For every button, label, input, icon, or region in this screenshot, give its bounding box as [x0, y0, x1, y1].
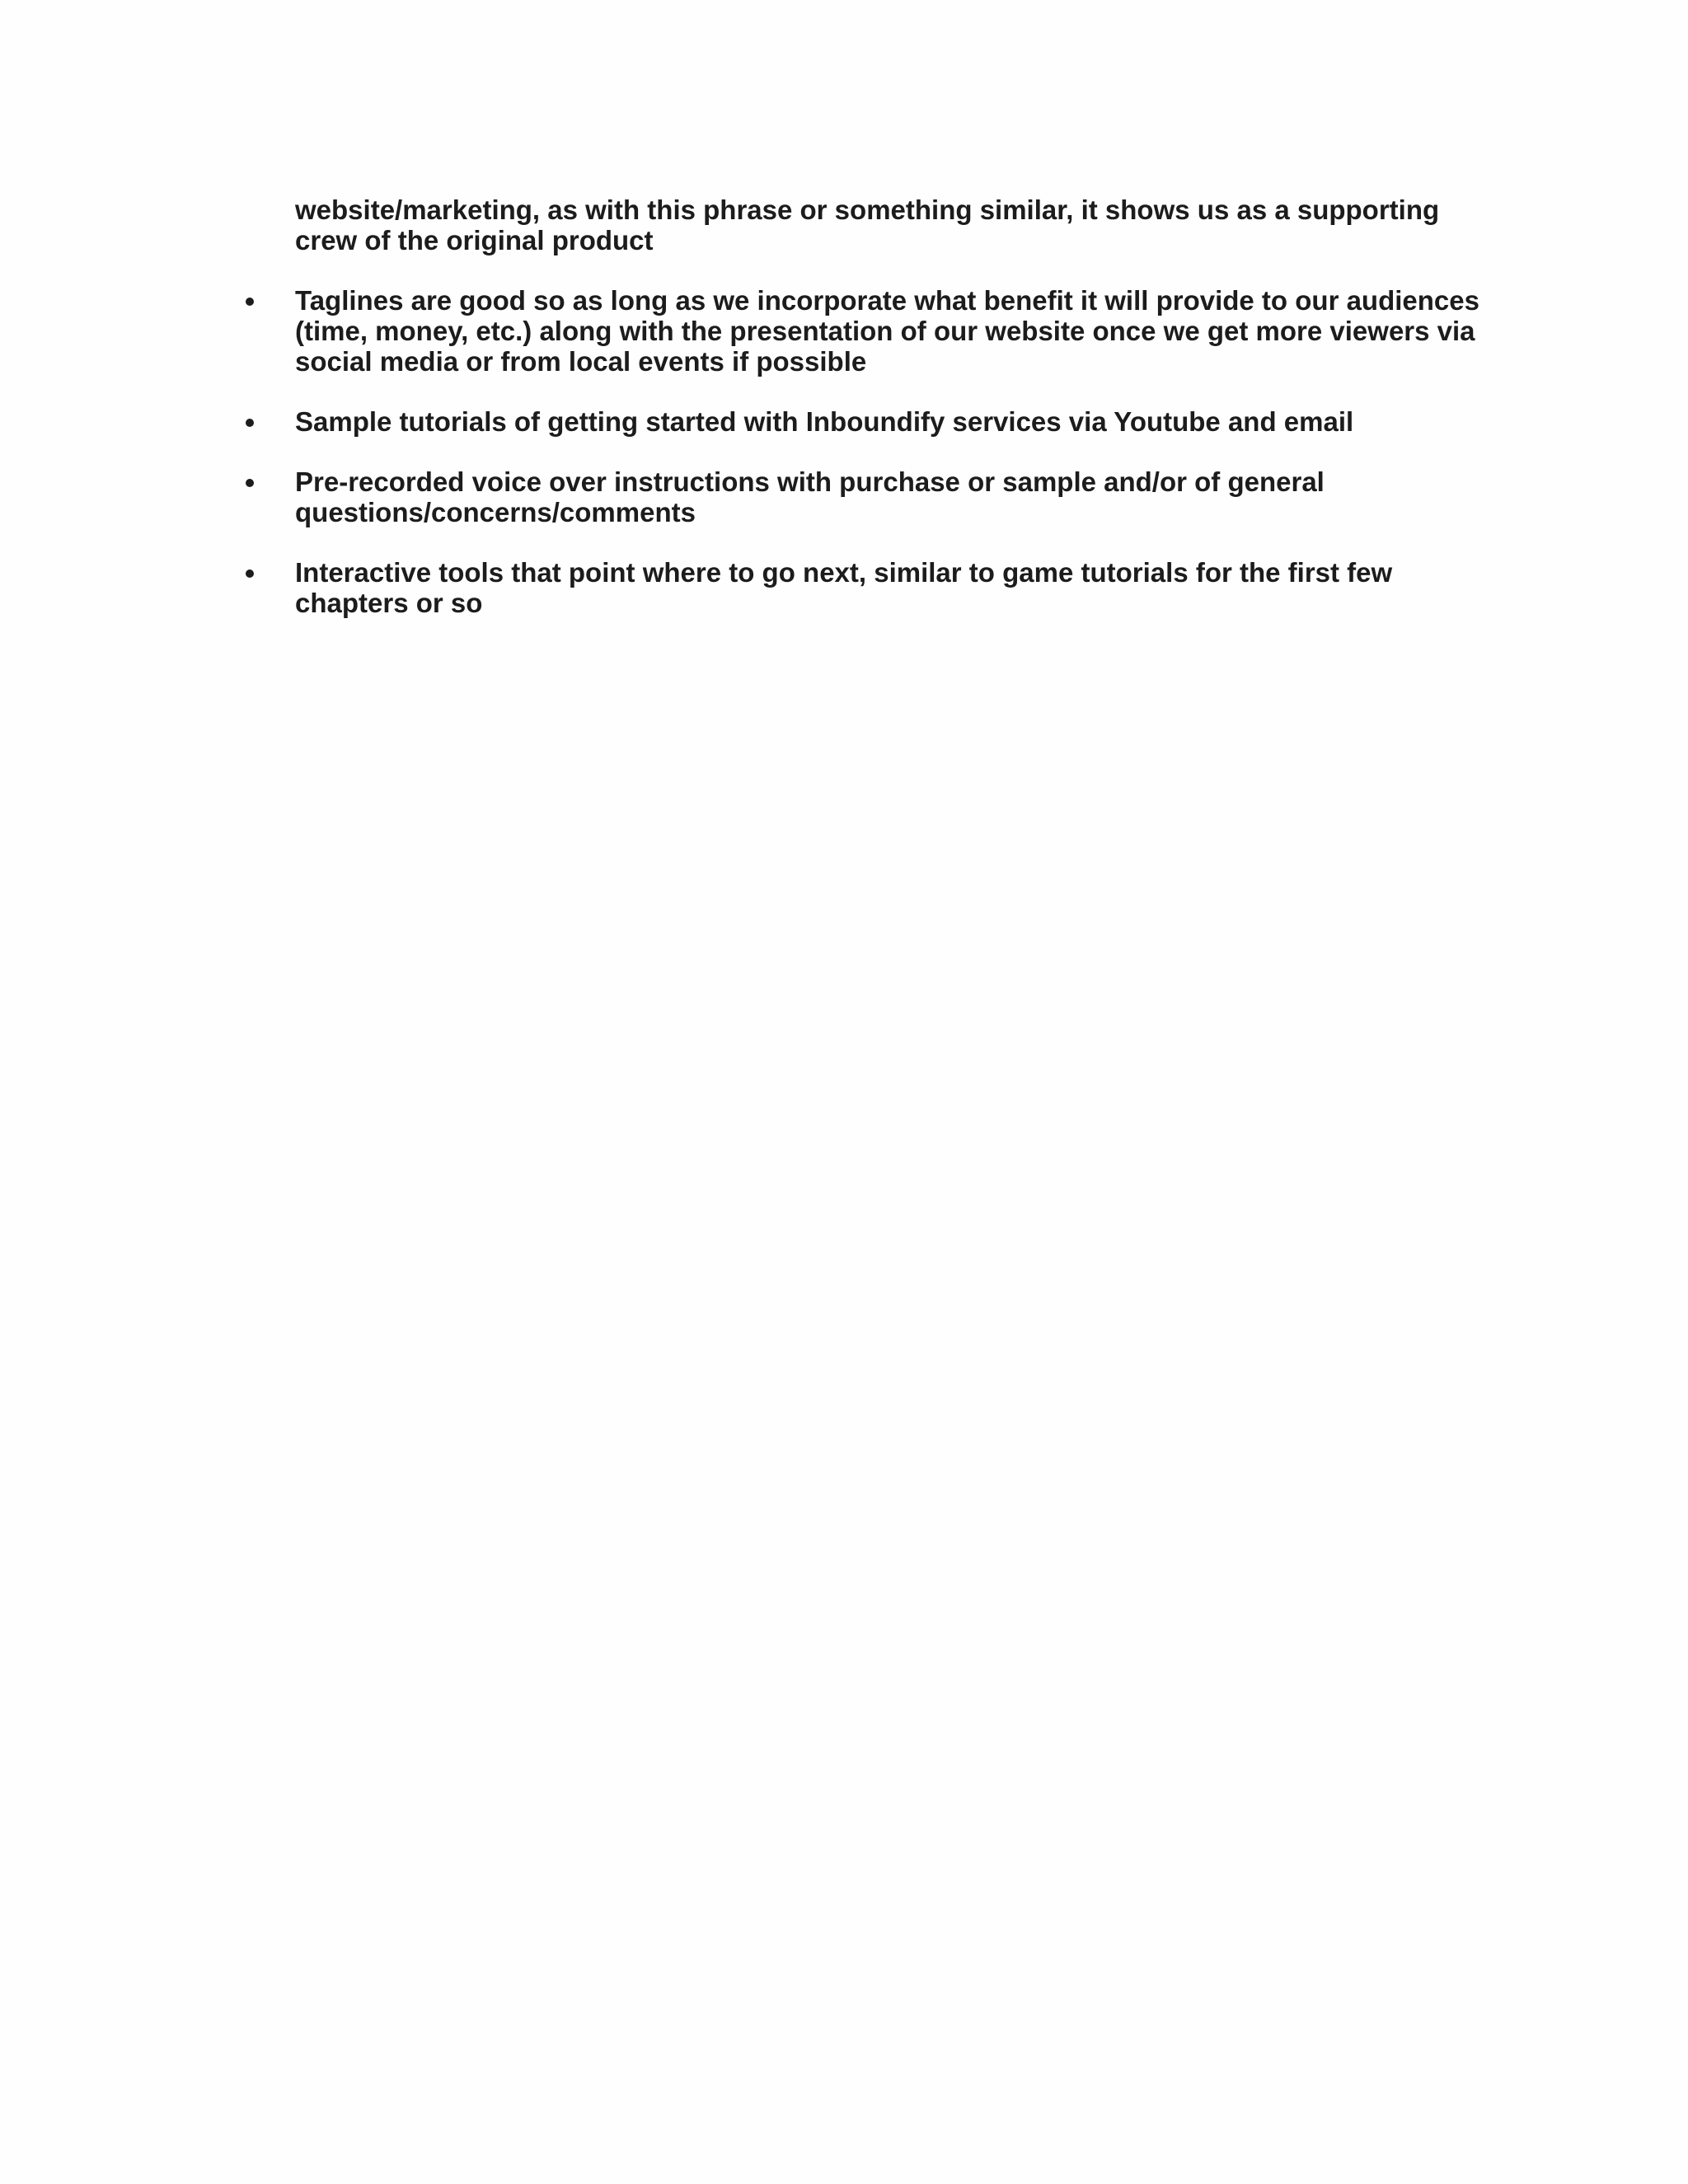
- list-item: [295, 557, 1482, 618]
- list-item: [295, 466, 1482, 527]
- list-item-text: Taglines are good so as long as we incorporate what benefit it will provide to our audiences (time, money, etc.) along with the presentation of our website once we get more viewers via social media or from local events if possible: [295, 285, 1479, 377]
- bullet-icon: [246, 419, 254, 427]
- list-item-text: Interactive tools that point where to go next, similar to game tutorials for the first few chapters or so: [295, 557, 1393, 618]
- list-item-text: Sample tutorials of getting started with Inboundify services via Youtube and email: [295, 406, 1354, 437]
- list-item: [295, 285, 1482, 377]
- list-item: [295, 406, 1482, 437]
- bullet-list: [295, 285, 1482, 618]
- continuation-paragraph: website/marketing, as with this phrase or something similar, it shows us as a supporting crew of the original product: [295, 194, 1440, 255]
- list-item-text: Pre-recorded voice over instructions with purchase or sample and/or of general questions/concerns/comments: [295, 466, 1325, 527]
- document-body: [295, 194, 1482, 648]
- bullet-icon: [246, 479, 254, 487]
- bullet-icon: [246, 298, 254, 306]
- bullet-icon: [246, 569, 254, 578]
